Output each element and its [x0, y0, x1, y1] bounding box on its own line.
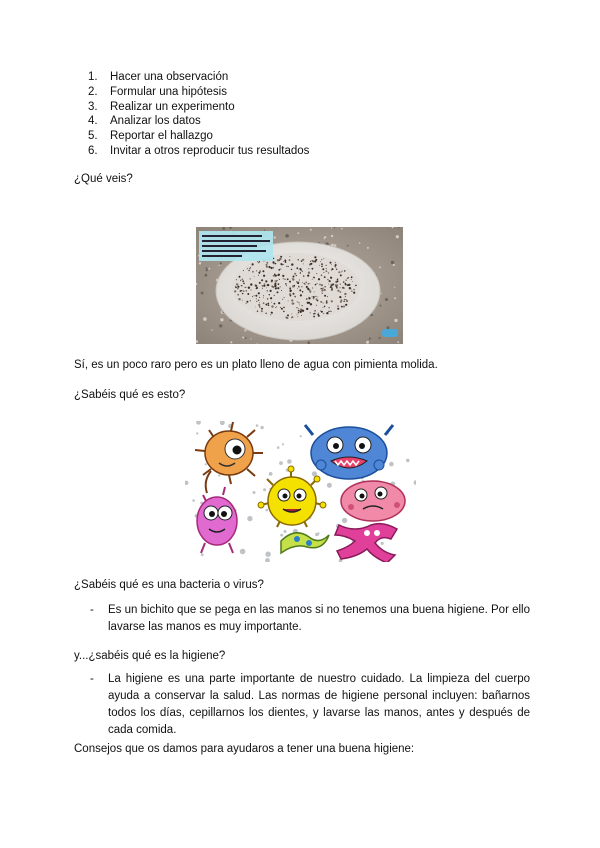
pink-germ-right-icon [341, 481, 405, 521]
orange-germ-icon [195, 422, 263, 493]
question-sabeis-esto: ¿Sabéis qué es esto? [74, 389, 186, 401]
green-germ-icon [281, 533, 329, 553]
photo-caption: Sí, es un poco raro pero es un plato lleno de agua con pimienta molida. [74, 359, 438, 371]
germs-illustration [185, 421, 416, 562]
bullet-dash: - [90, 673, 94, 685]
magenta-germ-icon [335, 524, 397, 562]
list-item: 2. Formular una hipótesis [88, 85, 227, 98]
pepper-plate-image [196, 227, 403, 344]
blue-germ-icon [305, 425, 393, 479]
list-item: 3. Realizar un experimento [88, 100, 235, 113]
cartoon-germs-image [185, 421, 416, 562]
list-item: 1. Hacer una observación [88, 71, 229, 83]
question-higiene: y...¿sabéis qué es la higiene? [74, 650, 226, 662]
pink-germ-left-icon [197, 487, 237, 553]
pepper-plate-photo [196, 227, 403, 344]
list-item: 5. Reportar el hallazgo [88, 130, 213, 143]
question-bacteria: ¿Sabéis qué es una bacteria o virus? [74, 579, 264, 591]
question-que-veis: ¿Qué veis? [74, 173, 133, 185]
consejos-heading: Consejos que os damos para ayudaros a tener una buena higiene: [74, 743, 415, 755]
bacteria-answer-text: Es un bichito que se pega en las manos si no tenemos una buena higiene. Por ello lavarse las manos es muy importante. [108, 604, 530, 633]
bullet-dash: - [90, 604, 94, 616]
list-item: 4. Analizar los datos [88, 115, 201, 128]
scientific-method-list [88, 70, 309, 159]
list-item: 6. Invitar a otros reproducir tus resultados [88, 144, 310, 157]
higiene-answer-text: La higiene es una parte importante de nuestro cuidado. La limpieza del cuerpo ayuda a conservar la salud. Las normas de higiene personal incluyen: bañarnos todos los días, cepillarnos los dientes, y lavarse las manos, antes y después de cada comida. [108, 673, 530, 736]
